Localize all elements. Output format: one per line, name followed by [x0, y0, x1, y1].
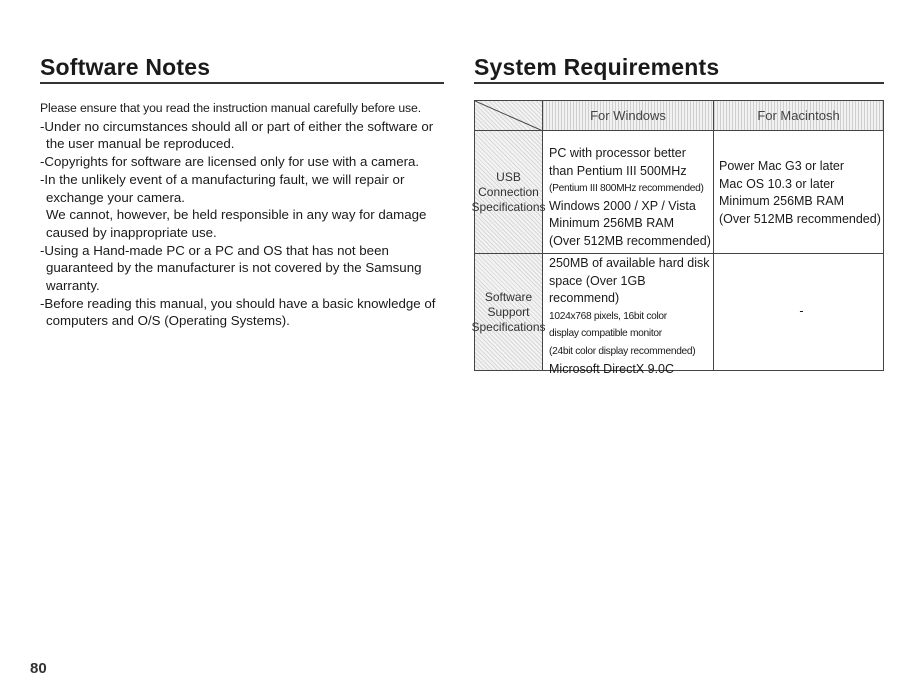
cell-line: Microsoft DirectX 9.0C [549, 361, 675, 376]
cell-line: (Pentium III 800MHz recommended) [549, 183, 704, 195]
cell-line: 250MB of available hard disk [549, 256, 710, 270]
row-head-software [471, 254, 546, 370]
row-head-line: Specifications [471, 319, 546, 334]
cell-dash: - [799, 304, 804, 319]
row-head-line: USB [496, 169, 521, 184]
row-head-usb [471, 131, 546, 254]
cell-line: Mac OS 10.3 or later [719, 176, 835, 191]
cell-line: Minimum 256MB RAM [549, 216, 675, 231]
table-corner [475, 101, 543, 131]
cell-line: (Over 512MB recommended) [549, 233, 711, 248]
cell-line: than Pentium III 500MHz [549, 163, 687, 178]
notes-line: exchange your camera. [46, 189, 185, 205]
usb-windows-cell [543, 131, 714, 254]
row-head-line: Specifications [471, 199, 546, 214]
requirements-table [471, 100, 884, 376]
notes-line: -Under no circumstances should all or part of either the software or [40, 118, 434, 134]
usb-mac-cell [714, 131, 884, 254]
corner-diagonal [475, 101, 543, 131]
notes-line: -In the unlikely event of a manufacturing fault, we will repair or [40, 171, 405, 187]
row-head-line: Software [484, 289, 533, 304]
cell-line: Windows 2000 / XP / Vista [549, 198, 696, 213]
notes-line: warranty. [46, 278, 100, 294]
notes-line: Please ensure that you read the instruction manual carefully before use. [40, 101, 421, 115]
cell-line: Power Mac G3 or later [719, 159, 845, 173]
row-head-line: Support [487, 304, 530, 319]
row-head-line: Connection [478, 184, 539, 199]
cell-line: space (Over 1GB recommend) [549, 273, 646, 306]
cell-line: 1024x768 pixels, 16bit color [549, 310, 667, 322]
cell-line: (Over 512MB recommended) [719, 211, 881, 226]
notes-line: caused by inappropriate use. [46, 224, 217, 240]
cell-line: PC with processor better [549, 146, 686, 160]
notes-line: -Before reading this manual, you should have a basic knowledge of [40, 295, 436, 311]
page-number: 80 [30, 660, 47, 677]
header-macintosh: For Macintosh [714, 101, 883, 131]
notes-line: computers and O/S (Operating Systems). [46, 313, 290, 329]
software-mac-cell [714, 254, 884, 370]
cell-line: Minimum 256MB RAM [719, 194, 845, 209]
cell-line: display compatible monitor [549, 328, 662, 340]
software-notes-body [40, 100, 460, 330]
software-windows-cell [543, 254, 714, 376]
cell-line: (24bit color display recommended) [549, 345, 696, 357]
software-notes-title: Software Notes [40, 54, 444, 84]
notes-line: -Using a Hand-made PC or a PC and OS that has not been [40, 242, 389, 258]
notes-line: guaranteed by the manufacturer is not covered by the Samsung [46, 260, 422, 276]
header-windows: For Windows [543, 101, 714, 131]
notes-line: We cannot, however, be held responsible in any way for damage [46, 207, 427, 223]
notes-line: -Copyrights for software are licensed only for use with a camera. [40, 154, 420, 170]
notes-line: the user manual be reproduced. [46, 136, 235, 152]
system-requirements-title: System Requirements [474, 54, 884, 84]
